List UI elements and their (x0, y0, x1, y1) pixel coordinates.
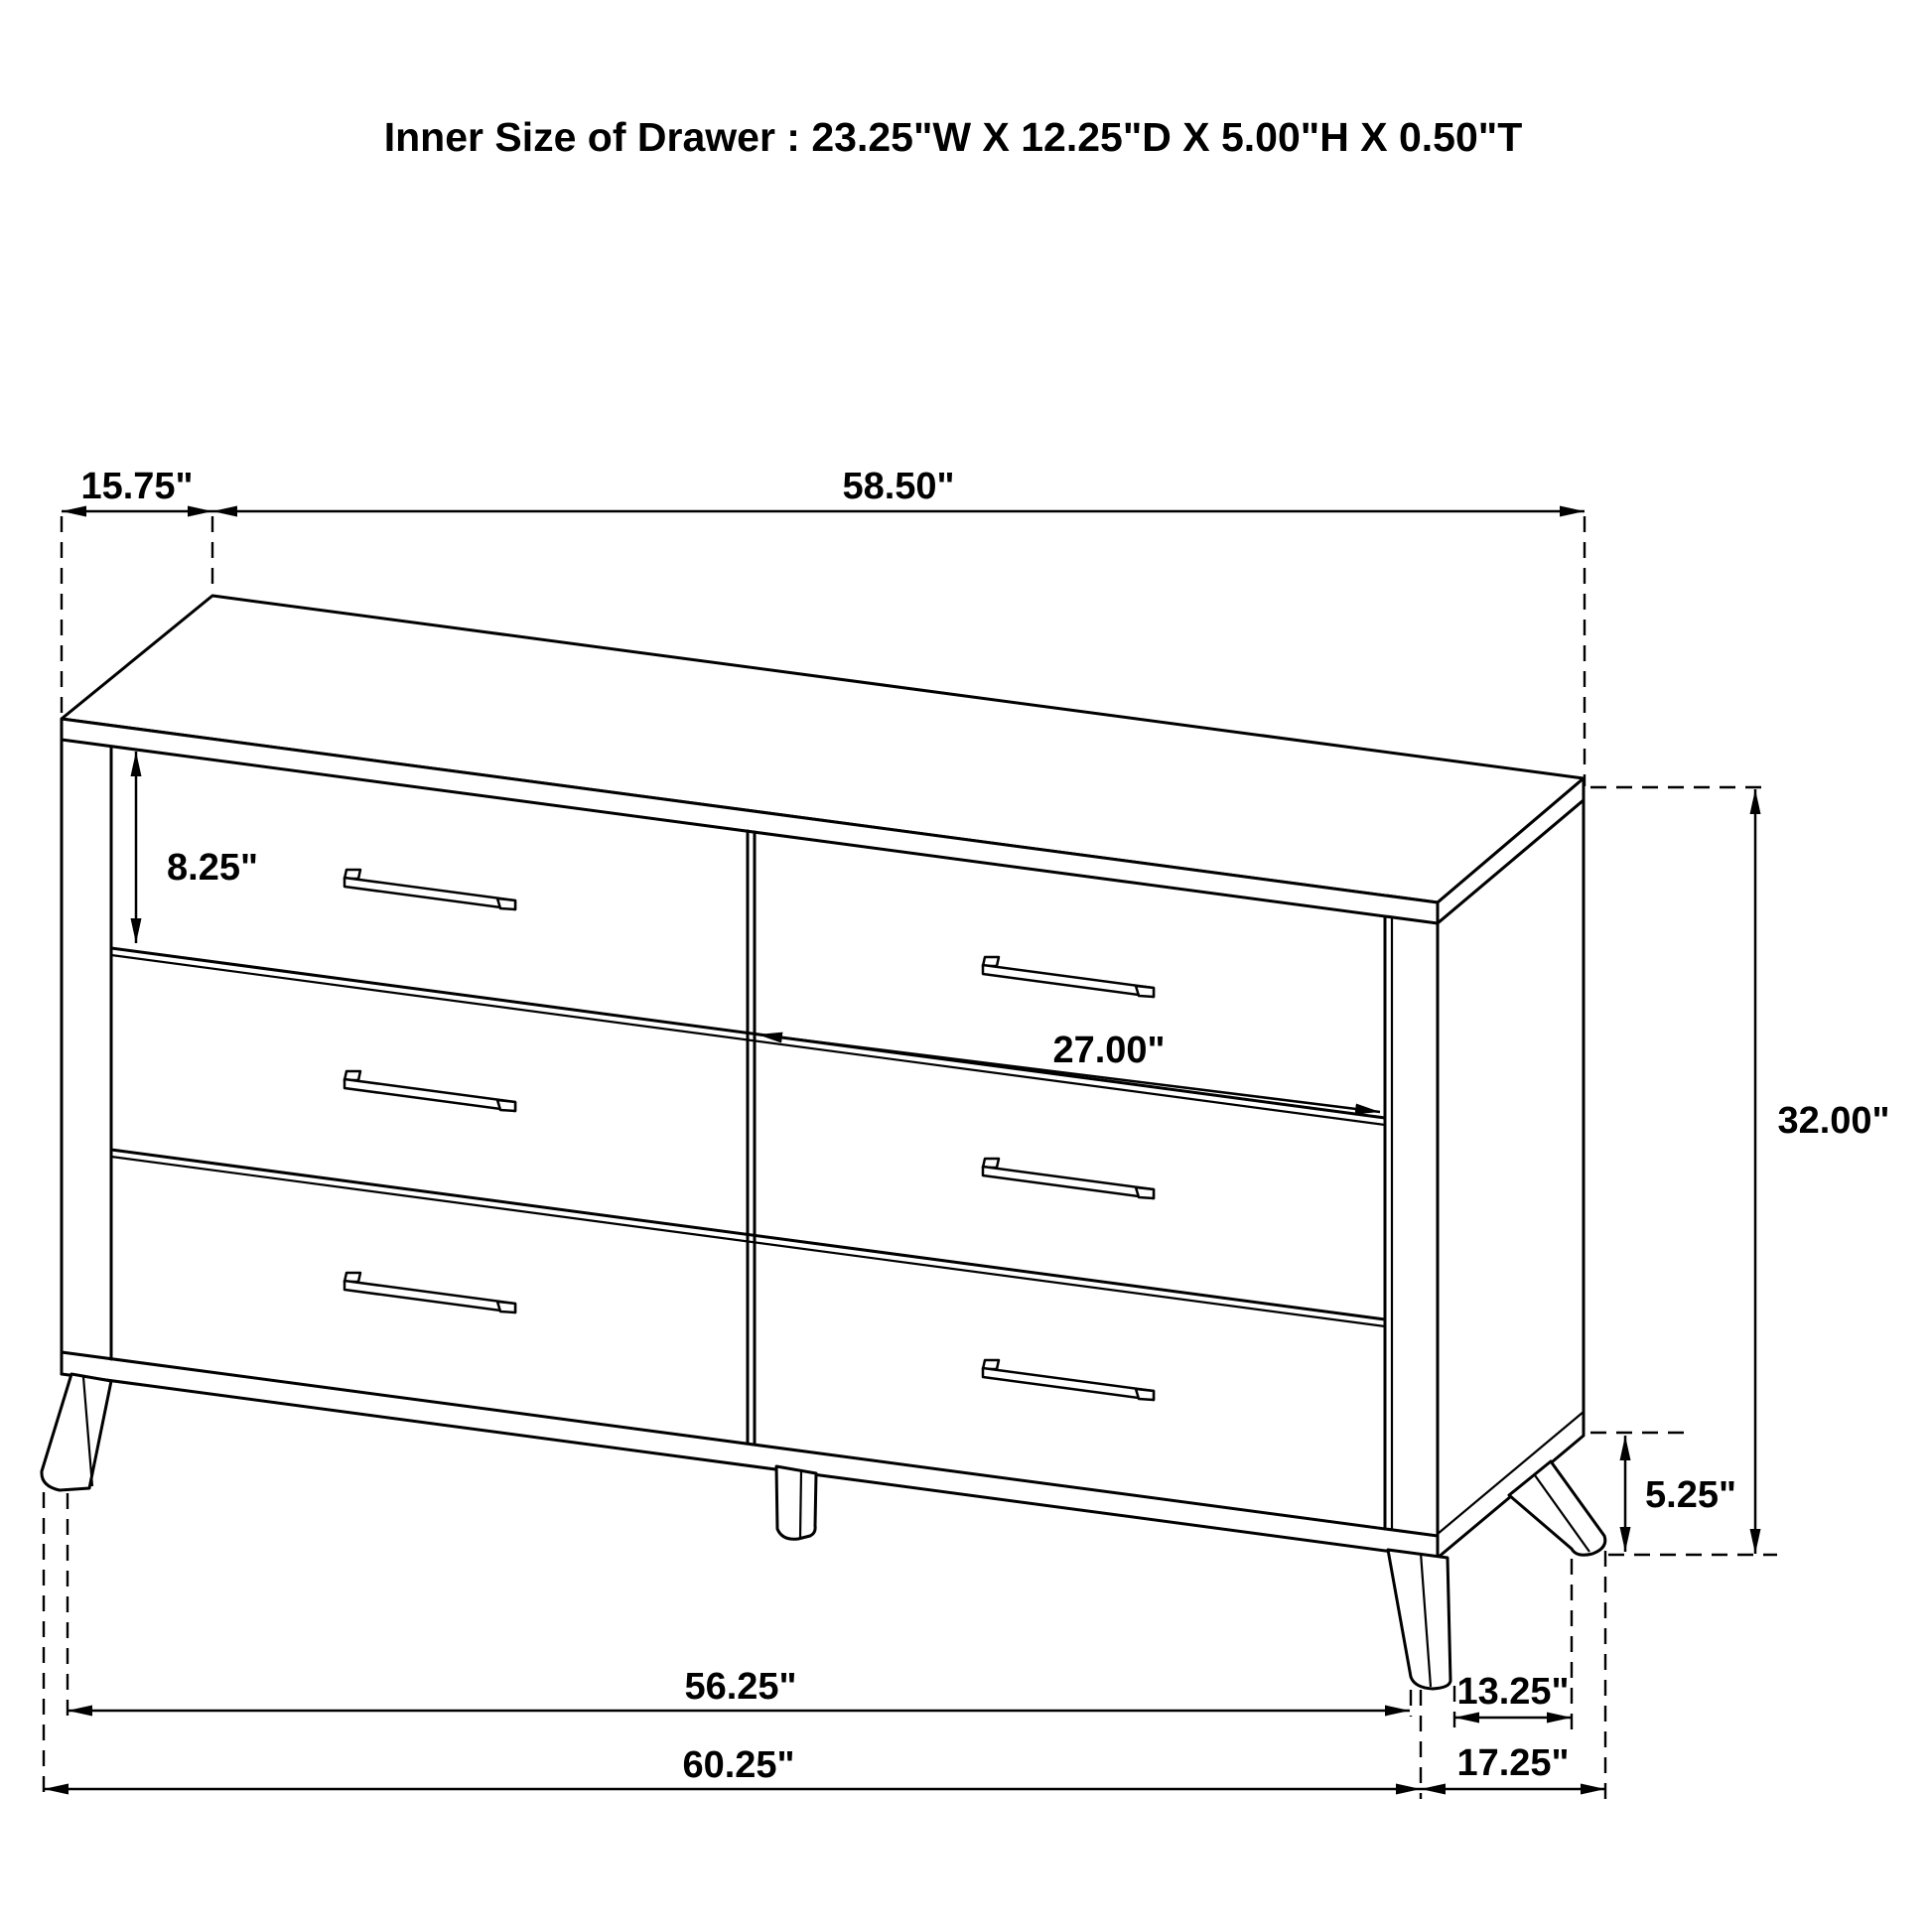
handle-left-bottom (345, 1273, 515, 1312)
dim-overall-height-label: 32.00" (1777, 1100, 1890, 1142)
handle-right-cap-icon (497, 1100, 515, 1111)
leg-front-left (42, 1374, 111, 1490)
handle-left-middle (345, 1071, 515, 1111)
dim-drawer-width (758, 1030, 1380, 1112)
dim-drawer-height (136, 752, 258, 943)
handle-right-cap-icon (497, 1302, 515, 1312)
dim-feet-span (68, 1666, 1410, 1711)
handle-right-bottom (983, 1360, 1154, 1400)
page-title: Inner Size of Drawer : 23.25"W X 12.25"D X 5.00"H X 0.50"T (383, 114, 1523, 160)
dim-overall-width-label: 60.25" (682, 1744, 795, 1786)
dim-feet-depth-gap (1454, 1671, 1572, 1718)
dim-overall-height (1755, 789, 1890, 1554)
handle-right-cap-icon (1136, 1389, 1154, 1400)
handle-right-cap-icon (1136, 986, 1154, 997)
leg-inner-edge (800, 1470, 801, 1538)
dim-base-depth-label: 17.25" (1456, 1742, 1570, 1784)
dim-top-width-label: 58.50" (842, 466, 955, 507)
handle-right-top (983, 957, 1154, 997)
dresser-top (62, 596, 1584, 923)
dim-leg-height-label: 5.25" (1645, 1474, 1736, 1516)
handle-right-middle (983, 1159, 1154, 1198)
handle-bar (345, 878, 515, 909)
handle-bar (345, 1079, 515, 1111)
dresser-legs (42, 1374, 1605, 1689)
dim-top-depth-label: 15.75" (80, 466, 194, 507)
handle-bar (345, 1281, 515, 1312)
handle-bar (983, 1368, 1154, 1400)
handle-right-cap-icon (497, 898, 515, 909)
handle-bar (983, 965, 1154, 997)
bottom-rail-top-edge (62, 1352, 1438, 1536)
dim-feet-span-label: 56.25" (684, 1666, 797, 1708)
handle-right-cap-icon (1136, 1187, 1154, 1198)
dim-top-width (212, 466, 1585, 511)
handle-bar (983, 1167, 1154, 1198)
dim-overall-width (44, 1744, 1421, 1789)
leg-outline (1388, 1550, 1450, 1689)
leg-outline (776, 1466, 816, 1539)
dim-base-depth (1421, 1742, 1605, 1789)
dim-top-depth (62, 466, 212, 511)
bottom-rail-bottom-edge (62, 1374, 1438, 1558)
leg-outline (42, 1374, 111, 1490)
dresser-drawing (42, 596, 1605, 1689)
leg-center (776, 1466, 816, 1539)
dim-drawer-height-label: 8.25" (167, 847, 258, 889)
leg-front-right (1388, 1550, 1450, 1689)
dim-drawer-width-label: 27.00" (1052, 1030, 1166, 1071)
dim-feet-depth-gap-label: 13.25" (1456, 1671, 1570, 1713)
dim-leg-height (1625, 1436, 1736, 1552)
dresser-right-side (1438, 800, 1584, 1558)
handle-left-top (345, 870, 515, 909)
right-side-panel (1438, 800, 1584, 1558)
